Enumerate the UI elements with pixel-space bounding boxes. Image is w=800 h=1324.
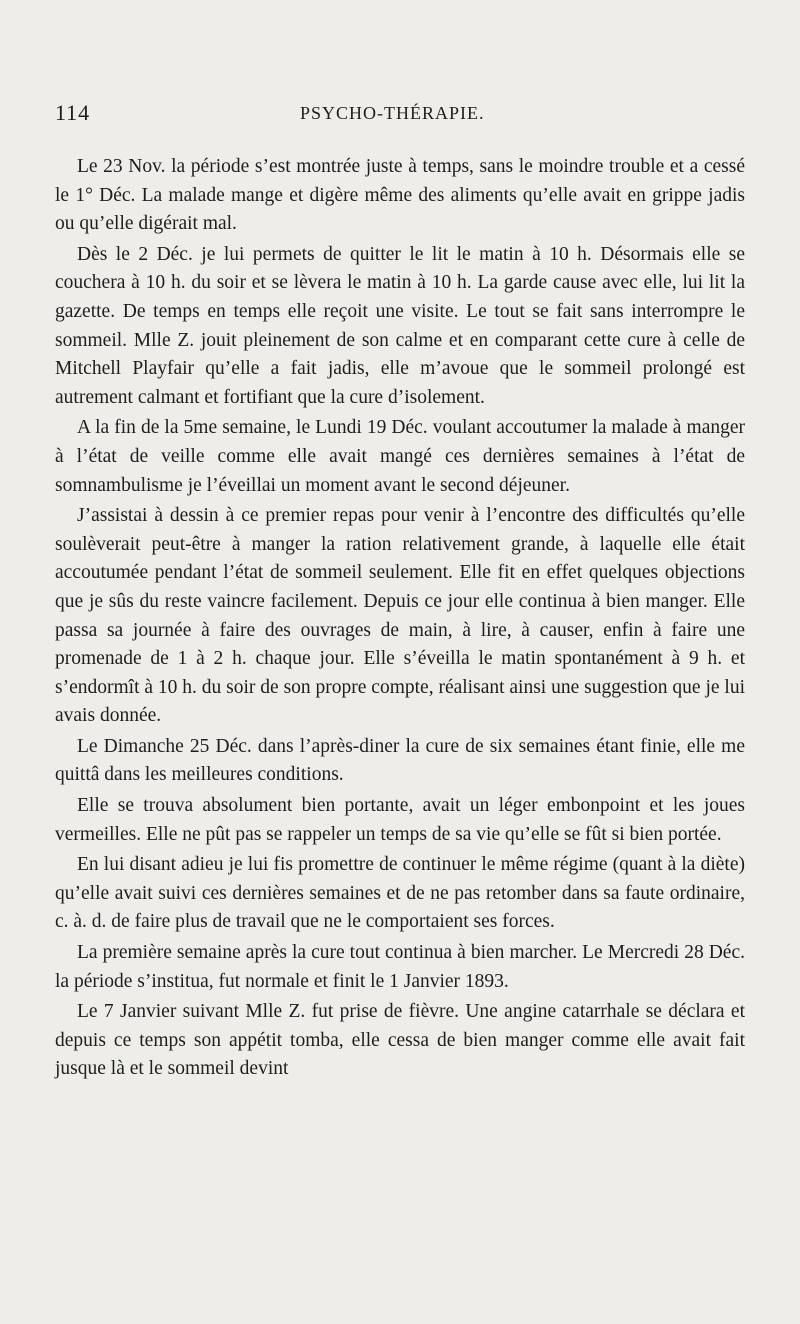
page-header: [55, 100, 745, 132]
running-title: PSYCHO-THÉRAPIE.: [300, 103, 485, 123]
paragraph: Dès le 2 Déc. je lui permets de quitter le lit le matin à 10 h. Désormais elle se couchera à 10 h. du soir et se lèvera le matin à 10 h. La garde cause avec elle, lui lit la gazette. De temps en temps elle reçoit une visite. Le tout se fait sans interrompre le sommeil. Mlle Z. jouit pleinement de son calme et en comparant cette cure à celle de Mitchell Playfair qu’elle a fait jadis, elle m’avoue que le sommeil prolongé est autrement calmant et fortifiant que la cure d’isolement.: [55, 243, 745, 408]
paragraph: En lui disant adieu je lui fis promettre de continuer le même régime (quant à la diète) qu’elle avait suivi ces dernières semaines et de ne pas retomber dans sa faute ordinaire, c. à. d. de faire plus de travail que ne le comportaient ses forces.: [55, 854, 745, 933]
body-text: [55, 153, 745, 1086]
paragraph: Elle se trouva absolument bien portante, avait un léger embonpoint et les joues vermeilles. Elle ne pût pas se rappeler un temps de sa vie qu’elle se fût si bien portée.: [55, 795, 745, 845]
paragraph: Le 23 Nov. la période s’est montrée juste à temps, sans le moindre trouble et a cessé le 1° Déc. La malade mange et digère même des aliments qu’elle avait en grippe jadis ou qu’elle digérait mal.: [55, 156, 745, 235]
paragraph: A la fin de la 5me semaine, le Lundi 19 Déc. voulant accoutumer la malade à manger à l’état de veille comme elle avait mangé ces dernières semaines à l’état de somnambulisme je l’éveillai un moment avant le second déjeuner.: [55, 417, 745, 496]
paragraph: La première semaine après la cure tout continua à bien marcher. Le Mercredi 28 Déc. la période s’institua, fut normale et finit le 1 Janvier 1893.: [55, 942, 745, 992]
paragraph: Le Dimanche 25 Déc. dans l’après-diner la cure de six semaines étant finie, elle me quittâ dans les meilleures conditions.: [55, 735, 745, 786]
paragraph: J’assistai à dessin à ce premier repas pour venir à l’encontre des difficultés qu’elle soulèverait peut-être à manger la ration relativement grande, à laquelle elle était accoutumée pendant l’état de sommeil seulement. Elle fit en effet quelques objections que je sûs du reste vaincre facilement. Depuis ce jour elle continua à bien manger. Elle passa sa journée à faire des ouvrages de main, à lire, à causer, enfin à faire une promenade de 1 à 2 h. chaque jour. Elle s’éveilla le matin spontanément à 9 h. et s’endormît à 10 h. du soir de son propre compte, réalisant ainsi une suggestion que je lui avais donnée.: [55, 505, 745, 727]
paragraph: Le 7 Janvier suivant Mlle Z. fut prise de fièvre. Une angine catarrhale se déclara et depuis ce temps son appétit tomba, elle cessa de bien manger comme elle avait fait jusque là et le sommeil devint: [55, 1001, 745, 1080]
page-number: 114: [55, 100, 91, 125]
